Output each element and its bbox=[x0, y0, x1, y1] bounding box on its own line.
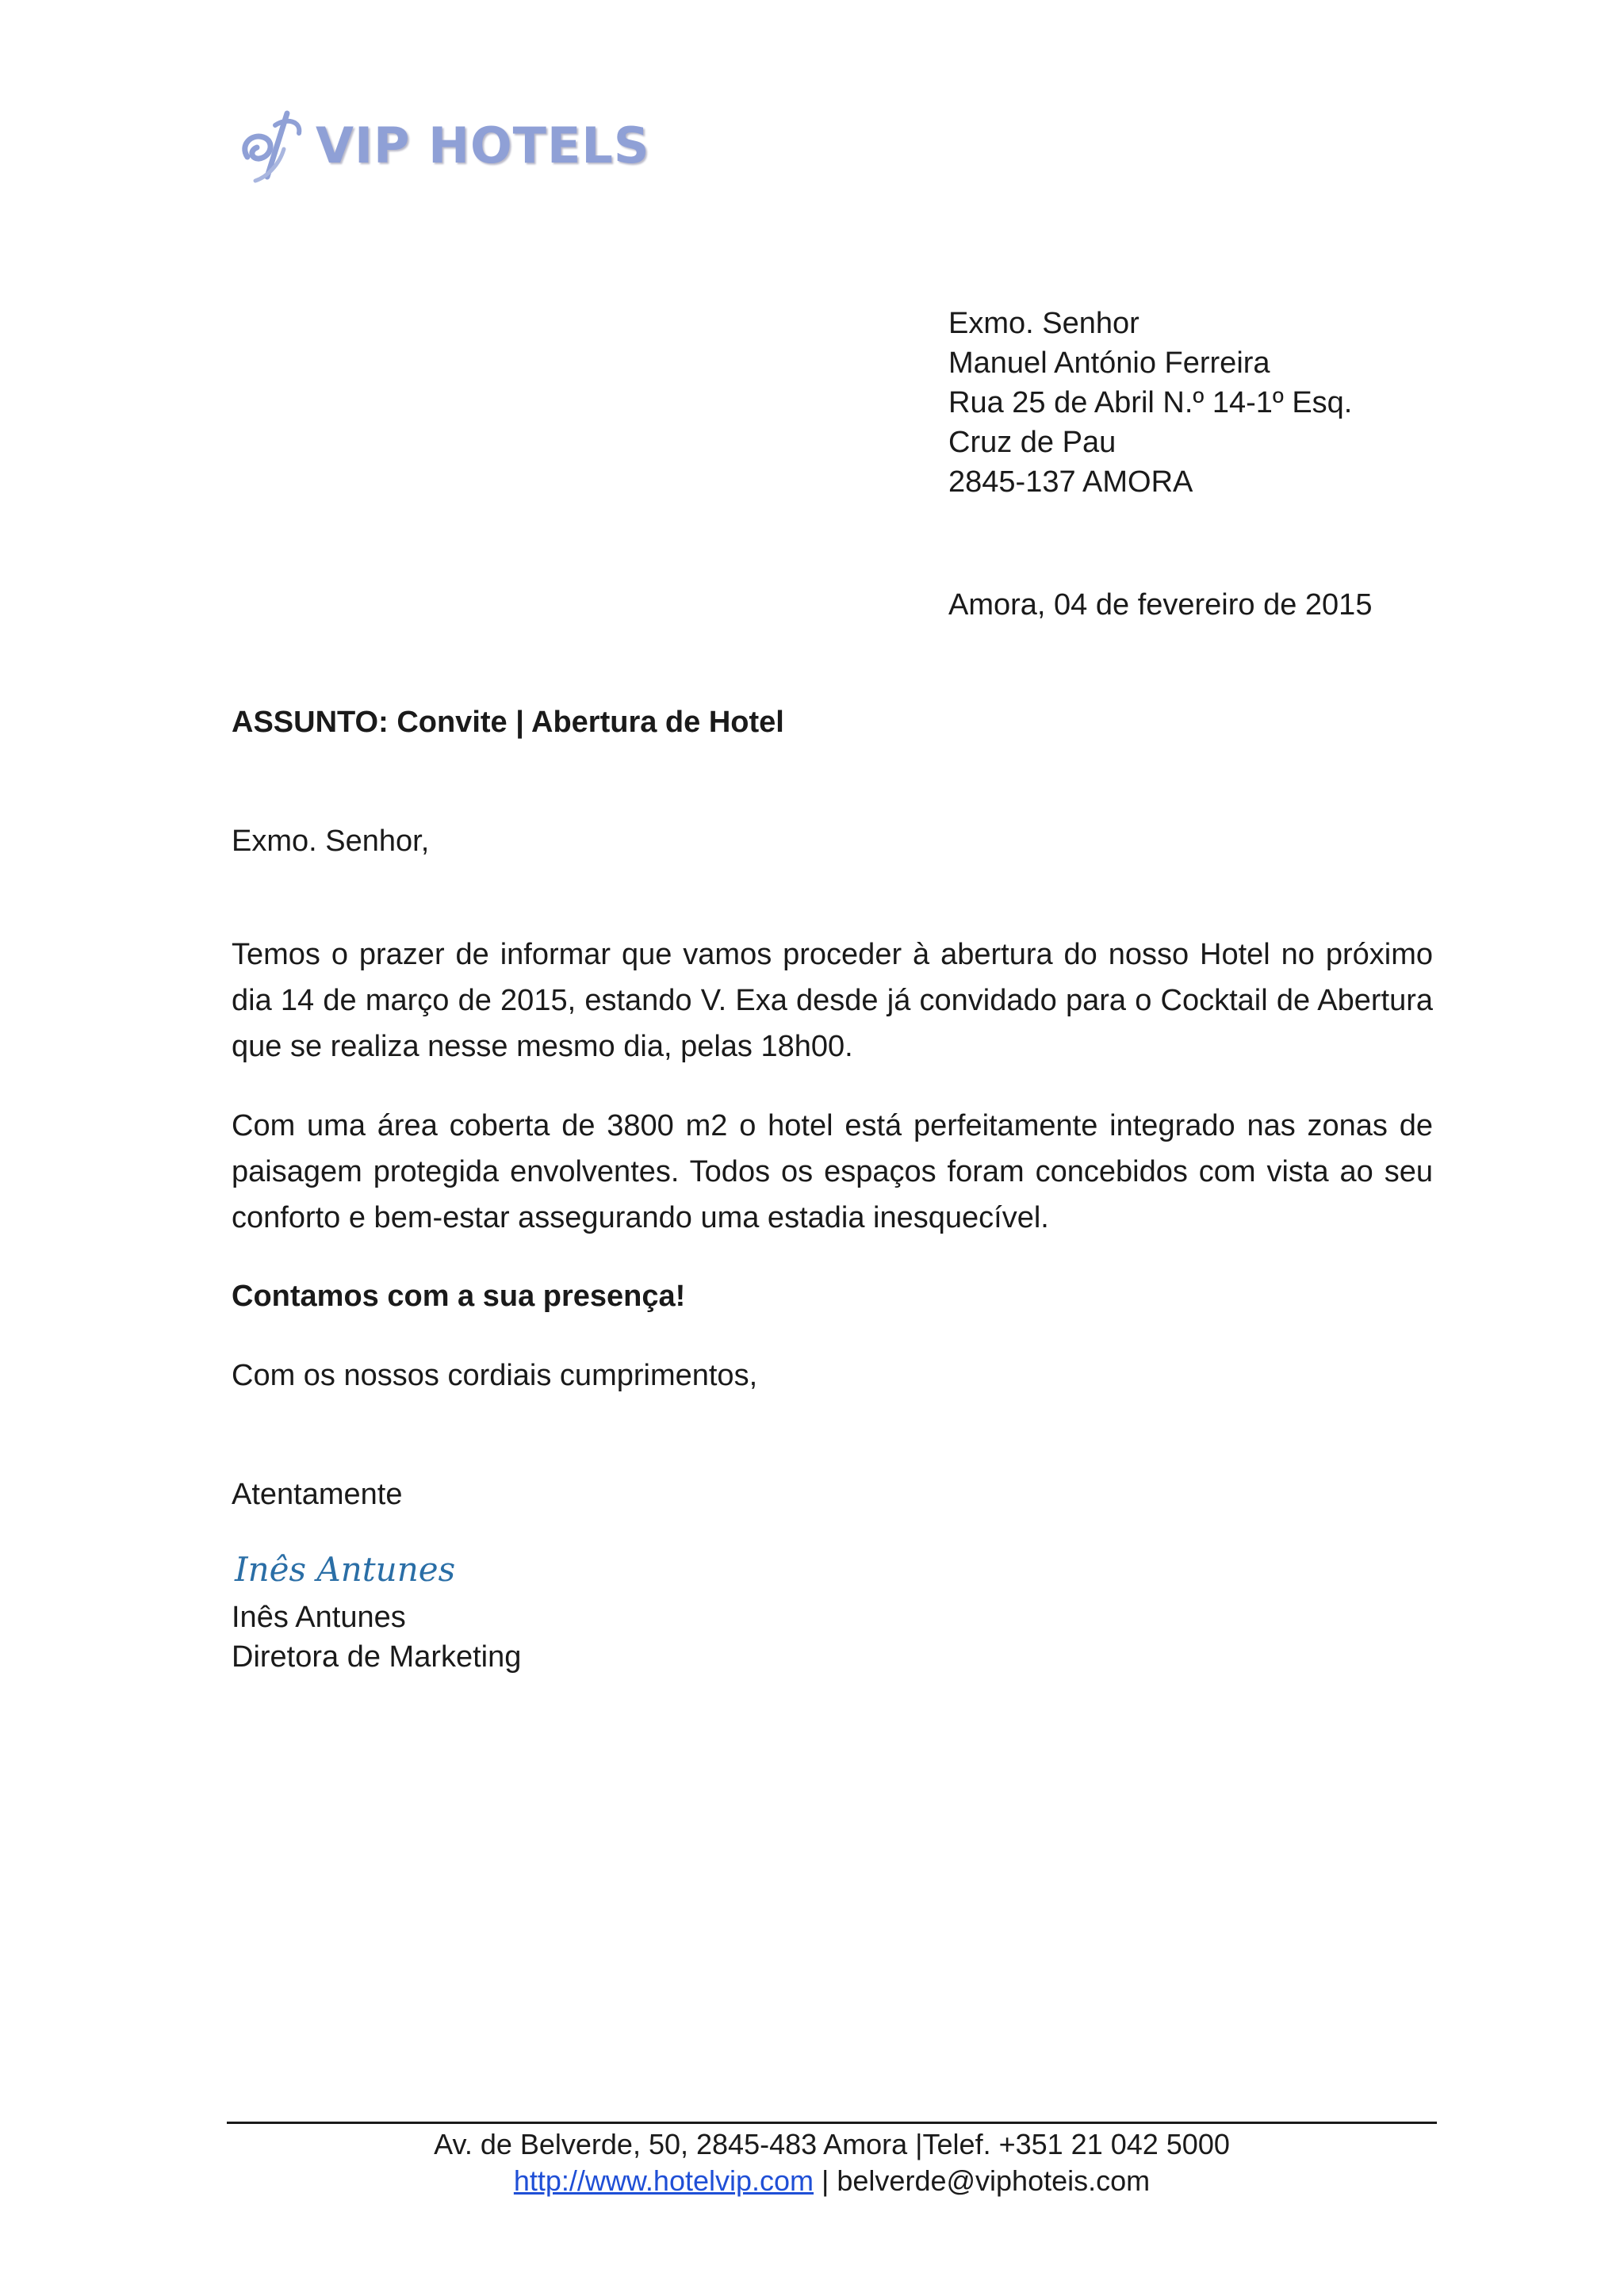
recipient-line: Exmo. Senhor bbox=[948, 307, 1139, 340]
body-paragraph-2: Com uma área coberta de 3800 m2 o hotel está perfeitamente integrado nas zonas de paisagem protegida envolventes. Todos os espaços foram concebidos com vista ao seu conforto e bem-estar assegurando uma estadia inesquecível. bbox=[232, 1109, 1433, 1234]
recipient-address bbox=[948, 304, 1599, 502]
handwritten-signature: Inês Antunes bbox=[235, 1550, 456, 1589]
body-paragraph-1: Temos o prazer de informar que vamos proceder à abertura do nosso Hotel no próximo dia 14 de março de 2015, estando V. Exa desde já convidado para o Cocktail de Abertura que se realiza nesse mesmo dia, pelas 18h00. bbox=[232, 938, 1433, 1063]
footer-contact bbox=[227, 2163, 1437, 2199]
footer-divider bbox=[227, 2122, 1437, 2124]
footer-separator: | bbox=[814, 2164, 837, 2197]
sign-off: Atentamente bbox=[232, 1478, 403, 1511]
recipient-line: 2845-137 AMORA bbox=[948, 465, 1193, 499]
signer-role: Diretora de Marketing bbox=[232, 1640, 522, 1674]
letterhead-logo bbox=[232, 101, 649, 189]
footer-email: belverde@viphoteis.com bbox=[837, 2164, 1151, 2197]
vip-hotels-swirl-logo-icon bbox=[232, 101, 308, 189]
recipient-line: Cruz de Pau bbox=[948, 426, 1116, 459]
subject-line: ASSUNTO: Convite | Abertura de Hotel bbox=[232, 706, 784, 739]
recipient-line: Rua 25 de Abril N.º 14-1º Esq. bbox=[948, 386, 1353, 419]
signer-name: Inês Antunes bbox=[232, 1601, 406, 1634]
closing-line: Com os nossos cordiais cumprimentos, bbox=[232, 1359, 758, 1392]
date-line: Amora, 04 de fevereiro de 2015 bbox=[948, 588, 1373, 622]
emphasis-line: Contamos com a sua presença! bbox=[232, 1280, 686, 1313]
recipient-line: Manuel António Ferreira bbox=[948, 346, 1270, 380]
logo-text: VIP HOTELS bbox=[316, 116, 650, 174]
salutation: Exmo. Senhor, bbox=[232, 825, 430, 858]
website-link[interactable]: http://www.hotelvip.com bbox=[513, 2164, 814, 2197]
footer-address: Av. de Belverde, 50, 2845-483 Amora |Telef. +351 21 042 5000 bbox=[434, 2128, 1230, 2160]
